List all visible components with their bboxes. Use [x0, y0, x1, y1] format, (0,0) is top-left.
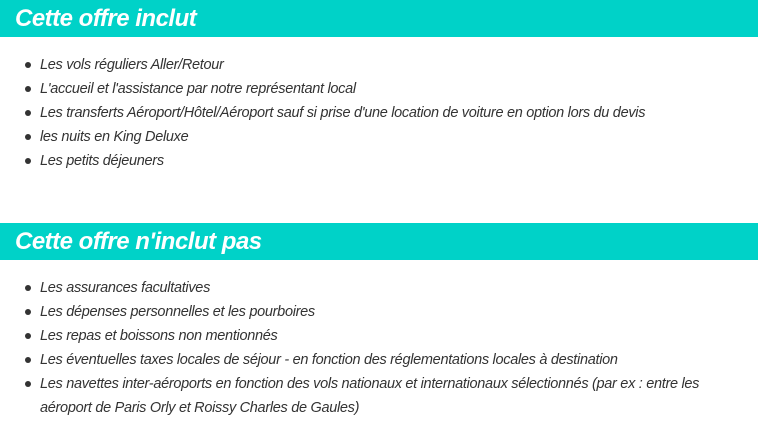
- bullet-icon: [25, 158, 31, 164]
- excluded-list: [0, 276, 740, 420]
- included-section-title: Cette offre inclut: [15, 5, 197, 32]
- bullet-icon: [25, 62, 31, 68]
- list-item: Les repas et boissons non mentionnés: [40, 324, 740, 348]
- list-item: Les navettes inter-aéroports en fonction des vols nationaux et internationaux sélectionnés (par ex : entre les aéroport de Paris Orly et Roissy Charles de Gaules): [40, 372, 740, 420]
- list-item: Les assurances facultatives: [40, 276, 740, 300]
- list-item: les nuits en King Deluxe: [40, 125, 740, 149]
- list-item: Les vols réguliers Aller/Retour: [40, 53, 740, 77]
- excluded-section-header: [0, 223, 758, 260]
- included-section-header: [0, 0, 758, 37]
- included-list: [0, 53, 740, 173]
- list-item: Les petits déjeuners: [40, 149, 740, 173]
- bullet-icon: [25, 86, 31, 92]
- bullet-icon: [25, 381, 31, 387]
- bullet-icon: [25, 110, 31, 116]
- bullet-icon: [25, 285, 31, 291]
- excluded-section-title: Cette offre n'inclut pas: [15, 228, 262, 255]
- list-item: L'accueil et l'assistance par notre représentant local: [40, 77, 740, 101]
- list-item: Les éventuelles taxes locales de séjour - en fonction des réglementations locales à destination: [40, 348, 740, 372]
- list-item: Les dépenses personnelles et les pourboires: [40, 300, 740, 324]
- bullet-icon: [25, 134, 31, 140]
- bullet-icon: [25, 309, 31, 315]
- list-item: Les transferts Aéroport/Hôtel/Aéroport sauf si prise d'une location de voiture en option lors du devis: [40, 101, 740, 125]
- bullet-icon: [25, 333, 31, 339]
- bullet-icon: [25, 357, 31, 363]
